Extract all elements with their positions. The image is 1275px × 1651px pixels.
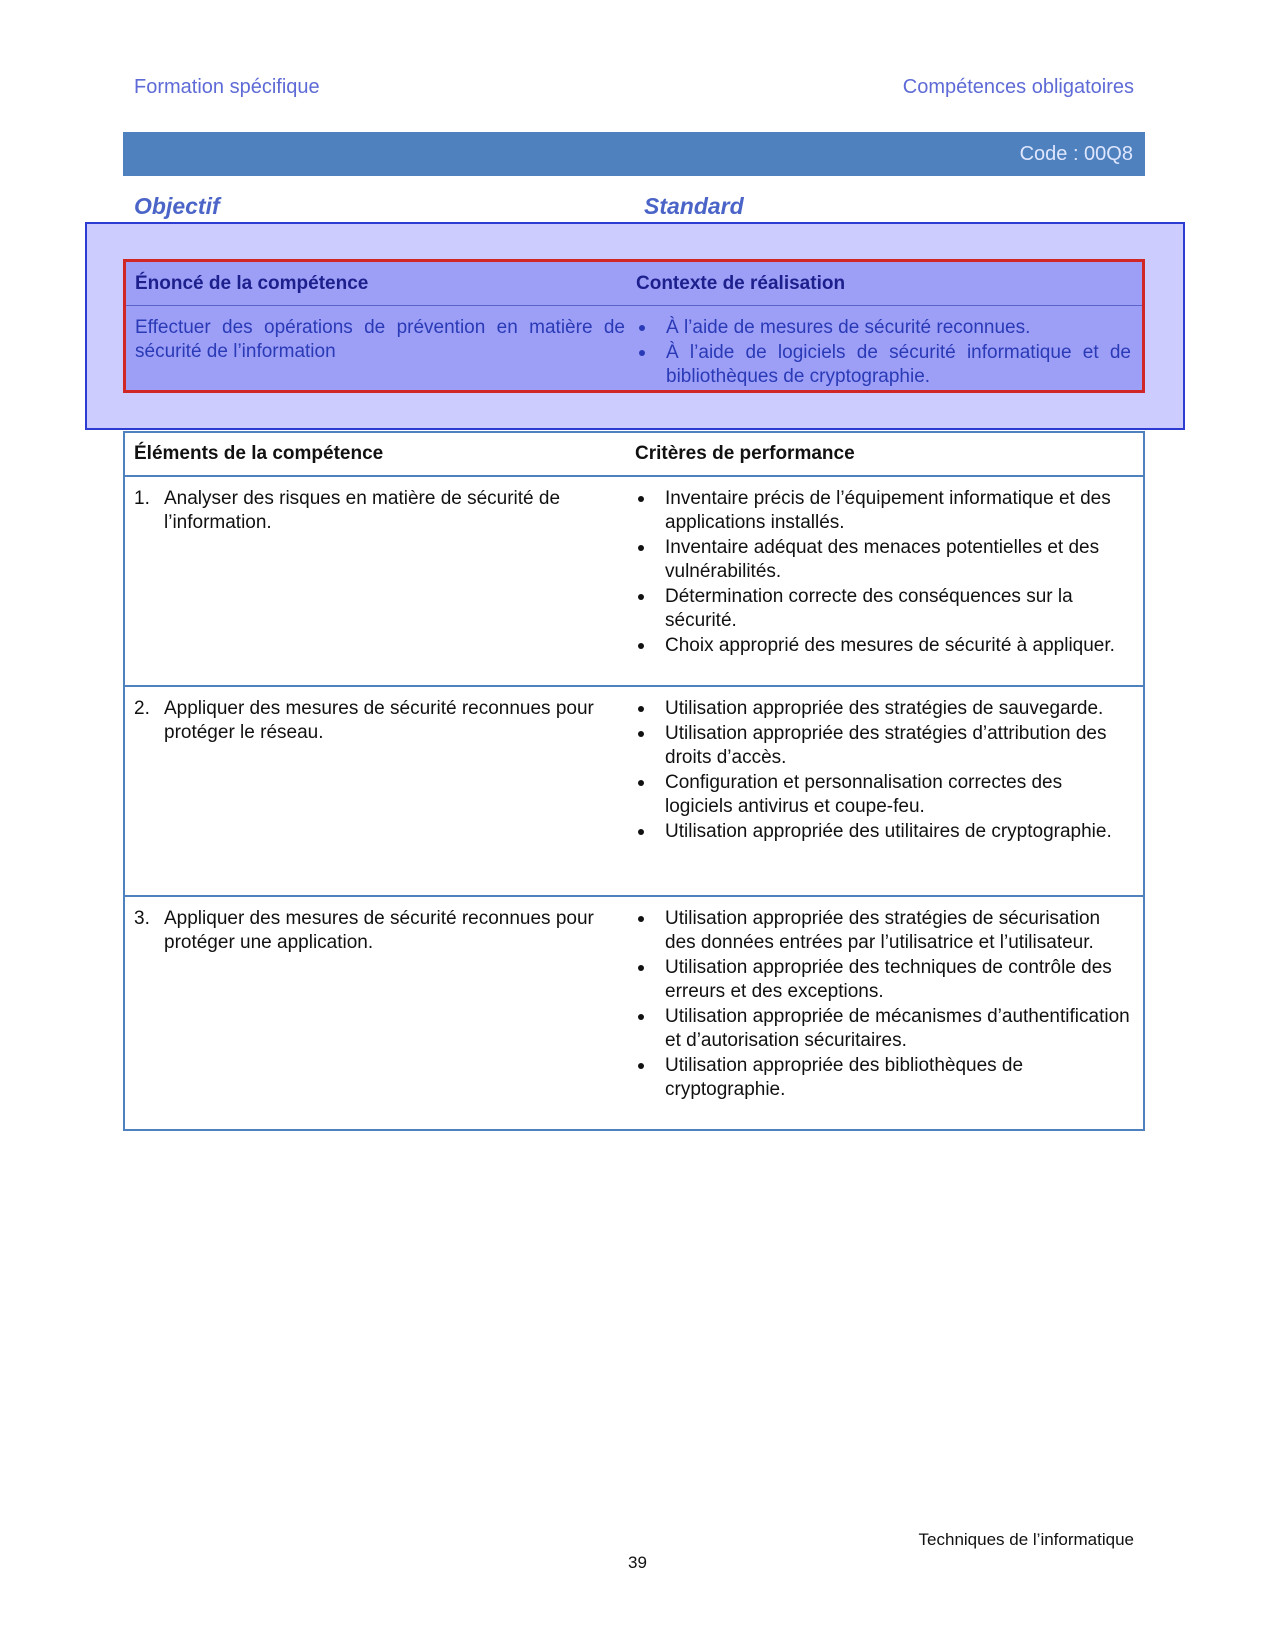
criterion-item: Utilisation appropriée des utilitaires de cryptographie.	[635, 820, 1130, 844]
elements-header: Éléments de la compétence	[134, 443, 384, 464]
elements-table	[123, 431, 1145, 1131]
criterion-item: Utilisation appropriée des stratégies d’attribution des droits d’accès.	[635, 722, 1130, 770]
statement-header-right: Contexte de réalisation	[636, 273, 846, 294]
element-text: Appliquer des mesures de sécurité reconnues pour protéger une application.	[164, 908, 594, 953]
table-row	[125, 687, 1143, 897]
footer-program-title: Techniques de l’informatique	[918, 1530, 1134, 1549]
criterion-item: Utilisation appropriée des stratégies de sécurisation des données entrées par l’utilisatrice et l’utilisateur.	[635, 907, 1130, 955]
section-labels	[134, 193, 1134, 220]
criterion-item: Détermination correcte des conséquences sur la sécurité.	[635, 585, 1130, 633]
competency-code: Code : 00Q8	[1019, 142, 1133, 165]
table-row	[125, 897, 1143, 1129]
header-competency-type: Compétences obligatoires	[902, 76, 1134, 98]
context-item: À l’aide de mesures de sécurité reconnues.	[636, 316, 1131, 340]
element-number: 1.	[134, 488, 150, 509]
page-number: 39	[628, 1553, 647, 1572]
competency-code-band	[123, 132, 1145, 176]
standard-label: Standard	[644, 193, 744, 219]
competency-statement: Effectuer des opérations de prévention en matière de sécurité de l’information	[135, 317, 625, 362]
table-row	[125, 477, 1143, 687]
criterion-item: Utilisation appropriée de mécanismes d’authentification et d’autorisation sécuritaires.	[635, 1005, 1130, 1053]
element-cell	[134, 487, 624, 535]
competency-statement-box	[123, 259, 1145, 393]
criterion-item: Utilisation appropriée des techniques de contrôle des erreurs et des exceptions.	[635, 956, 1130, 1004]
criteria-list	[635, 907, 1130, 1103]
criterion-item: Utilisation appropriée des stratégies de sauvegarde.	[635, 697, 1130, 721]
statement-header-row	[126, 262, 1142, 306]
context-list	[636, 316, 1131, 390]
criteria-header: Critères de performance	[635, 443, 855, 464]
element-text: Analyser des risques en matière de sécurité de l’information.	[164, 488, 561, 533]
criterion-item: Inventaire précis de l’équipement informatique et des applications installés.	[635, 487, 1130, 535]
objectif-label: Objectif	[134, 193, 220, 219]
criterion-item: Utilisation appropriée des bibliothèques de cryptographie.	[635, 1054, 1130, 1102]
element-cell	[134, 697, 624, 745]
criterion-item: Choix approprié des mesures de sécurité à appliquer.	[635, 634, 1130, 658]
running-header	[134, 76, 1134, 99]
criteria-list	[635, 697, 1130, 845]
statement-header-left: Énoncé de la compétence	[135, 273, 369, 294]
criterion-item: Inventaire adéquat des menaces potentielles et des vulnérabilités.	[635, 536, 1130, 584]
element-text: Appliquer des mesures de sécurité reconnues pour protéger le réseau.	[164, 698, 594, 743]
element-number: 3.	[134, 908, 150, 929]
element-cell	[134, 907, 624, 955]
header-program-type: Formation spécifique	[134, 76, 320, 98]
elements-table-header	[125, 433, 1143, 477]
criteria-list	[635, 487, 1130, 659]
criterion-item: Configuration et personnalisation correctes des logiciels antivirus et coupe-feu.	[635, 771, 1130, 819]
element-number: 2.	[134, 698, 150, 719]
context-item: À l’aide de logiciels de sécurité informatique et de bibliothèques de cryptographie.	[636, 341, 1131, 389]
